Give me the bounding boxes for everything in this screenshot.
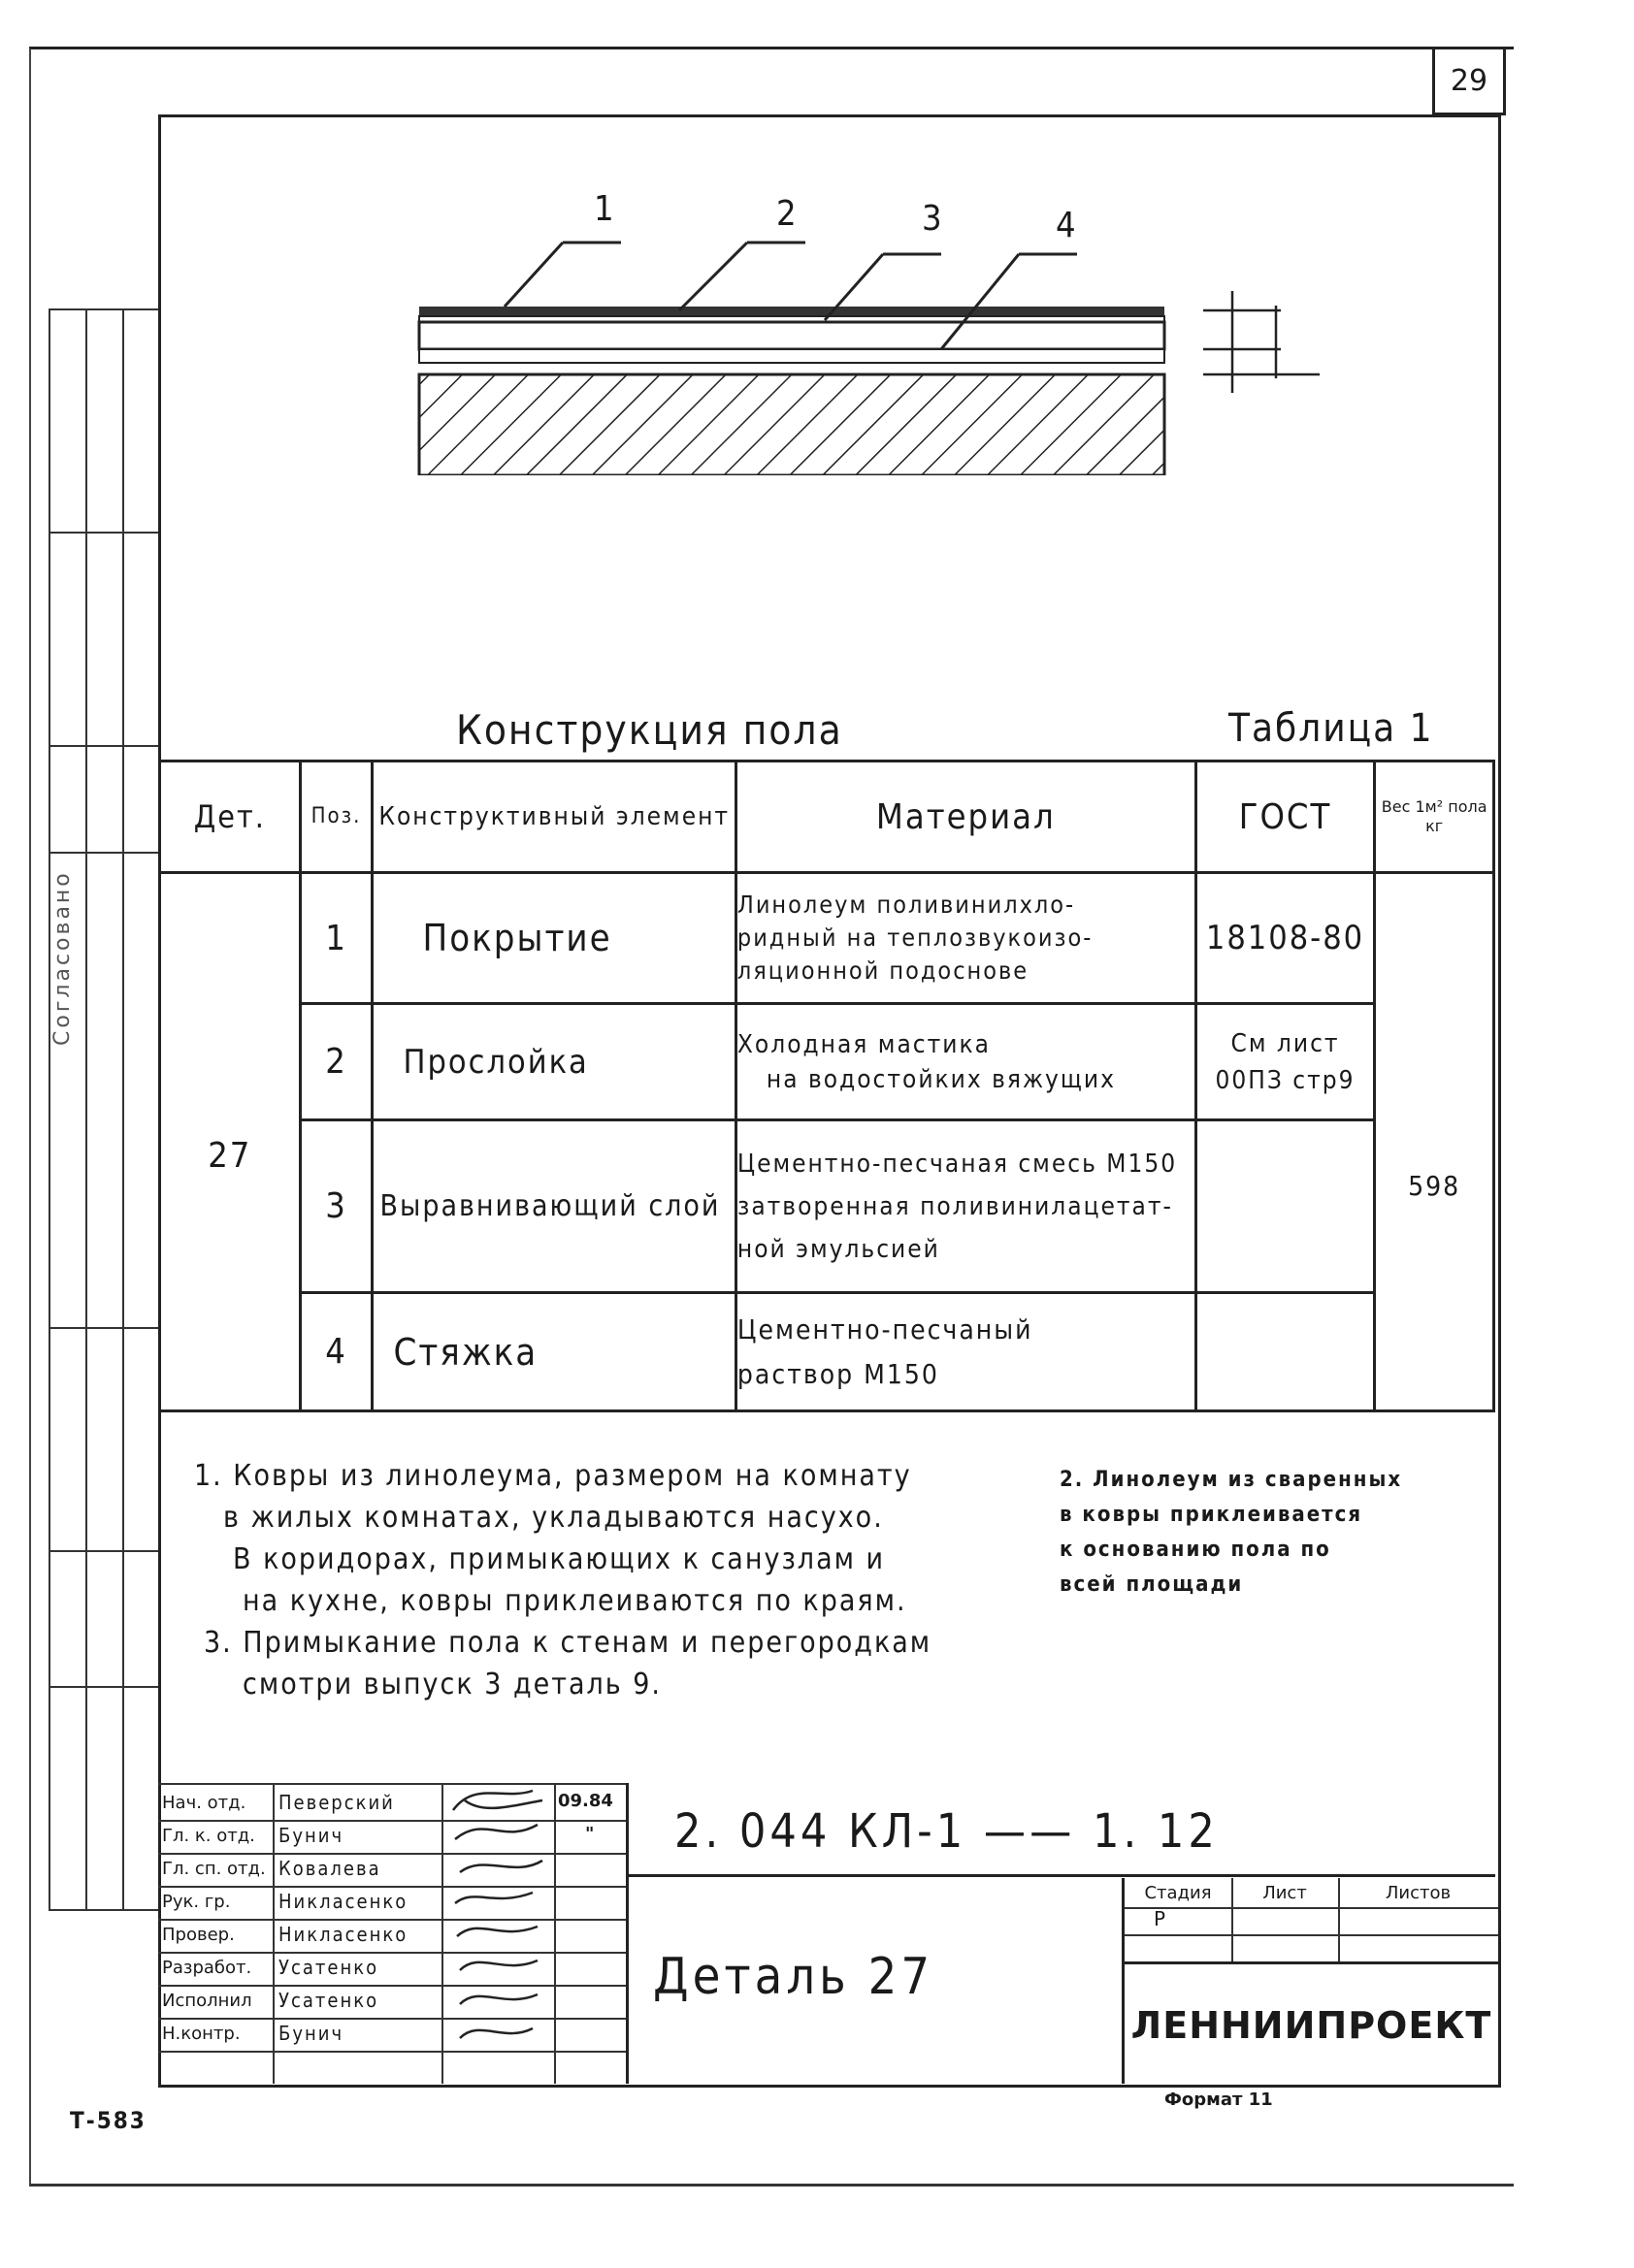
callout-3: 3 <box>922 199 944 239</box>
role-label: Исполнил <box>162 1991 252 2011</box>
note-line: 1. Ковры из линолеума, размером на комнату <box>194 1459 912 1493</box>
sidebar-label: Согласовано <box>50 870 75 1046</box>
row-material <box>735 873 1195 1004</box>
note-line: на кухне, ковры приклеиваются по краям. <box>243 1584 907 1618</box>
approval-date: 09.84 <box>558 1791 613 1811</box>
material-line: Цементно-песчаный <box>736 1312 1033 1345</box>
date-ditto: " <box>585 1824 595 1844</box>
table-row <box>160 1293 1494 1411</box>
row-element: Покрытие <box>373 873 735 1004</box>
notes-right <box>1060 1463 1402 1603</box>
row-element: Выравнивающий слой <box>373 1120 735 1293</box>
note-line: 3. Примыкание пола к стенам и перегородкам <box>204 1626 932 1660</box>
role-label: Рук. гр. <box>162 1892 231 1912</box>
table-header-row <box>160 761 1494 873</box>
person-name: Никласенко <box>278 1890 408 1913</box>
signature-table <box>158 1783 629 2084</box>
weight-value: 598 <box>1375 873 1494 1411</box>
row-pos: 4 <box>300 1293 373 1411</box>
row-gost <box>1195 873 1375 1004</box>
table-row <box>160 1120 1494 1293</box>
sheet-number: 29 <box>1432 49 1506 115</box>
row-material <box>735 1293 1195 1411</box>
role-label: Н.контр. <box>162 2024 241 2044</box>
note-line: в жилых комнатах, укладываются насухо. <box>223 1501 884 1535</box>
table-title: Конструкция пола <box>456 706 843 754</box>
table-row <box>160 1004 1494 1120</box>
material-line: Цементно-песчаная смесь М150 <box>736 1149 1178 1179</box>
organization-name: ЛЕННИИПРОЕКТ <box>1125 1961 1498 2087</box>
person-name: Ковалева <box>278 1857 381 1880</box>
footer-code: Т-583 <box>70 2107 147 2134</box>
note-line: 2. Линолеум из сваренных <box>1060 1468 1403 1492</box>
person-name: Бунич <box>278 1824 344 1847</box>
material-line: ной эмульсией <box>736 1234 940 1264</box>
row-material <box>735 1004 1195 1120</box>
row-material <box>735 1120 1195 1293</box>
header-weight: Вес 1м² пола кг <box>1375 761 1494 873</box>
header-material: Материал <box>735 761 1195 873</box>
note-line: В коридорах, примыкающих к санузлам и <box>233 1542 886 1576</box>
row-element: Стяжка <box>373 1293 735 1411</box>
person-name: Усатенко <box>278 1989 379 2012</box>
row-gost <box>1195 1004 1375 1120</box>
format-label: Формат 11 <box>1164 2090 1273 2110</box>
stage-value: Р <box>1154 1907 1166 1930</box>
document-code-box <box>626 1783 1495 1877</box>
note-line: всей площади <box>1060 1572 1244 1597</box>
role-label: Нач. отд. <box>162 1793 246 1813</box>
row-pos: 1 <box>300 873 373 1004</box>
stage-header: Стадия <box>1144 1882 1212 1903</box>
callout-2: 2 <box>776 194 799 234</box>
floor-construction-table <box>158 760 1495 1412</box>
approval-sidebar <box>49 308 159 1909</box>
document-code: 2. 044 КЛ-1 —— 1. 12 <box>674 1804 1219 1859</box>
detail-title: Деталь 27 <box>653 1948 934 2006</box>
gost-line: 00ПЗ стр9 <box>1215 1065 1356 1095</box>
row-pos: 2 <box>300 1004 373 1120</box>
material-line: ридный на теплозвукоизо- <box>736 923 1094 952</box>
dimension-lines <box>1203 291 1320 393</box>
material-line: на водостойких вяжущих <box>766 1064 1116 1094</box>
handwritten-signatures <box>445 1771 552 2062</box>
material-line: ляционной подоснове <box>736 956 1029 985</box>
sheets-header: Листов <box>1385 1882 1452 1903</box>
person-name: Певерский <box>278 1791 395 1814</box>
detail-number: 27 <box>160 873 301 1411</box>
gost-line: См лист <box>1230 1028 1340 1058</box>
callout-1: 1 <box>594 189 616 229</box>
header-detail: Дет. <box>160 761 301 873</box>
note-line: смотри выпуск 3 деталь 9. <box>243 1668 662 1701</box>
person-name: Усатенко <box>278 1956 379 1979</box>
row-gost <box>1195 1293 1375 1411</box>
sheet-header: Лист <box>1262 1882 1307 1903</box>
row-gost <box>1195 1120 1375 1293</box>
notes-left <box>194 1455 931 1705</box>
stage-box <box>1122 1878 1498 2084</box>
row-element: Прослойка <box>373 1004 735 1120</box>
header-pos: Поз. <box>300 761 373 873</box>
floor-section-drawing <box>388 184 1378 475</box>
role-label: Провер. <box>162 1925 235 1945</box>
table-label: Таблица 1 <box>1228 706 1434 751</box>
section-layers <box>419 307 1164 475</box>
row-pos: 3 <box>300 1120 373 1293</box>
note-line: к основанию пола по <box>1060 1538 1331 1562</box>
person-name: Бунич <box>278 2022 344 2045</box>
note-line: в ковры приклеивается <box>1060 1503 1363 1527</box>
person-name: Никласенко <box>278 1923 408 1946</box>
callout-4: 4 <box>1056 206 1078 245</box>
header-element: Конструктивный элемент <box>373 761 735 873</box>
gost-line: 18108-80 <box>1205 919 1365 957</box>
material-line: раствор М150 <box>736 1357 939 1390</box>
table-row <box>160 873 1494 1004</box>
header-gost: ГОСТ <box>1195 761 1375 873</box>
material-line: затворенная поливинилацетат- <box>736 1191 1173 1221</box>
material-line: Холодная мастика <box>736 1029 991 1059</box>
role-label: Гл. сп. отд. <box>162 1859 266 1879</box>
material-line: Линолеум поливинилхло- <box>736 891 1076 919</box>
role-label: Гл. к. отд. <box>162 1826 255 1846</box>
role-label: Разработ. <box>162 1958 252 1978</box>
